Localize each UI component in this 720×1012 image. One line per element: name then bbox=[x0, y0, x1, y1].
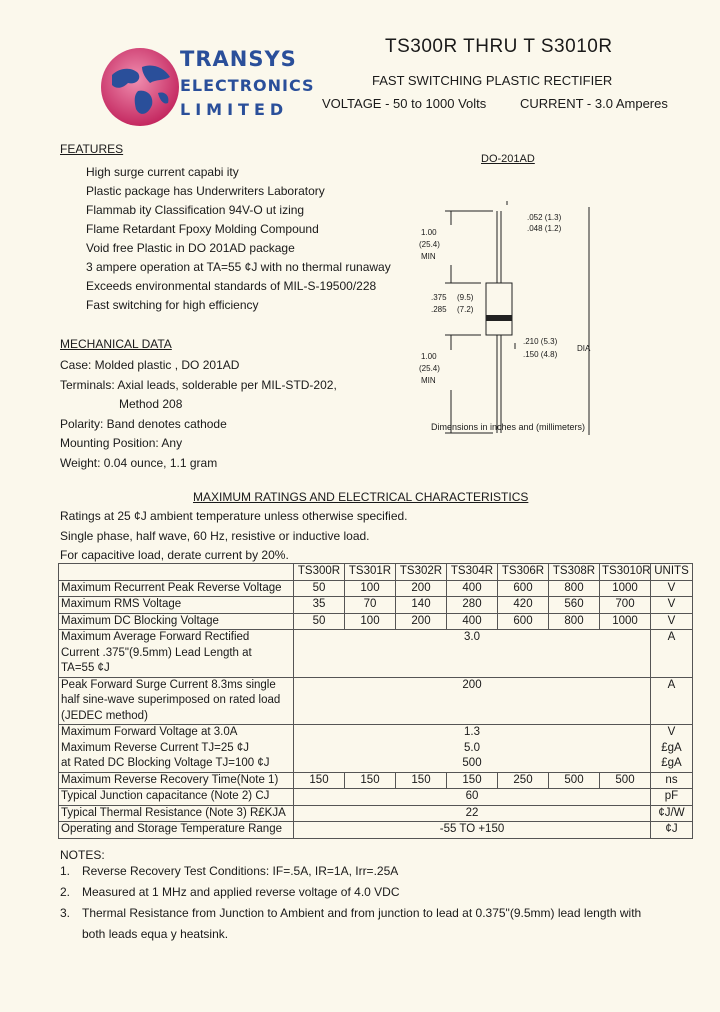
mechanical-heading: MECHANICAL DATA bbox=[60, 337, 172, 351]
row-label-line: half sine-wave superimposed on rated load bbox=[61, 694, 281, 706]
package-diagram bbox=[415, 195, 605, 455]
column-header: TS300R bbox=[294, 564, 345, 581]
list-item: Void free Plastic in DO 201AD package bbox=[86, 241, 295, 255]
list-item: Flame Retardant Fpoxy Molding Compound bbox=[86, 222, 319, 236]
lead-dia-label-2: .048 (1.2) bbox=[527, 224, 562, 233]
list-item: Flammab ity Classification 94V-O ut izing bbox=[86, 203, 305, 217]
unit-cell bbox=[651, 725, 693, 773]
table-row bbox=[59, 805, 693, 822]
table-cell: 70 bbox=[345, 597, 396, 614]
note-number: 1. bbox=[60, 864, 71, 878]
row-label: Typical Thermal Resistance (Note 3) R£KJA bbox=[59, 805, 294, 822]
current-rating: CURRENT - 3.0 Amperes bbox=[520, 96, 668, 111]
table-cell: 140 bbox=[396, 597, 447, 614]
features-heading: FEATURES bbox=[60, 142, 124, 156]
ir-unit-2: £gA bbox=[661, 757, 682, 769]
row-label: Maximum DC Blocking Voltage bbox=[59, 613, 294, 630]
company-logo bbox=[98, 45, 315, 125]
list-item bbox=[60, 861, 700, 882]
table-cell: 150 bbox=[345, 772, 396, 789]
row-label-line: Maximum Average Forward Rectified bbox=[61, 631, 250, 643]
lead-len-bot-1: 1.00 bbox=[421, 352, 437, 361]
list-item: Exceeds environmental standards of MIL-S-19500/228 bbox=[86, 279, 377, 293]
column-header: TS308R bbox=[549, 564, 600, 581]
table-cell: 500 bbox=[600, 772, 651, 789]
row-label bbox=[59, 725, 294, 773]
table-cell: 400 bbox=[447, 613, 498, 630]
lead-len-top-2: (25.4) bbox=[419, 240, 440, 249]
row-label-line: Maximum Forward Voltage at 3.0A bbox=[61, 726, 238, 738]
row-label: Typical Junction capacitance (Note 2) CJ bbox=[59, 789, 294, 806]
list-item: 3 ampere operation at TA=55 ¢J with no thermal runaway bbox=[86, 260, 391, 274]
table-row bbox=[59, 630, 693, 678]
features-list bbox=[86, 163, 416, 315]
table-cell: 150 bbox=[396, 772, 447, 789]
table-cell: 1000 bbox=[600, 580, 651, 597]
page-subtitle: FAST SWITCHING PLASTIC RECTIFIER bbox=[372, 73, 613, 88]
list-item: Terminals: Axial leads, solderable per MIL-STD-202, bbox=[60, 377, 337, 392]
lead-len-top-1: 1.00 bbox=[421, 228, 437, 237]
body-dia-1: .210 (5.3) bbox=[523, 337, 558, 346]
ratings-note-2: Single phase, half wave, 60 Hz, resistive or inductive load. bbox=[60, 529, 370, 543]
column-header: TS304R bbox=[447, 564, 498, 581]
lead-len-top-3: MIN bbox=[421, 252, 436, 261]
unit-cell: ¢J/W bbox=[651, 805, 693, 822]
table-cell: 200 bbox=[396, 580, 447, 597]
lead-len-bot-2: (25.4) bbox=[419, 364, 440, 373]
row-label bbox=[59, 630, 294, 678]
body-len-1mm: (9.5) bbox=[457, 293, 474, 302]
column-header: TS301R bbox=[345, 564, 396, 581]
unit-cell: ¢J bbox=[651, 822, 693, 839]
row-label-line: at Rated DC Blocking Voltage TJ=100 ¢J bbox=[61, 757, 270, 769]
note-text: Thermal Resistance from Junction to Ambient and from junction to lead at 0.375"(9.5mm) lead length with bbox=[82, 906, 642, 920]
table-cell bbox=[59, 564, 294, 581]
notes-heading: NOTES: bbox=[60, 848, 105, 862]
list-item bbox=[60, 882, 700, 903]
dimensions-caption: Dimensions in inches and (millimeters) bbox=[431, 422, 586, 432]
table-cell: 800 bbox=[549, 613, 600, 630]
mechanical-list bbox=[60, 356, 390, 473]
table-cell: 250 bbox=[498, 772, 549, 789]
unit-cell: V bbox=[651, 613, 693, 630]
ratings-table bbox=[58, 563, 693, 839]
note-text: Measured at 1 MHz and applied reverse voltage of 4.0 VDC bbox=[82, 885, 400, 899]
table-cell bbox=[294, 725, 651, 773]
table-cell: 100 bbox=[345, 580, 396, 597]
list-item: Mounting Position: Any bbox=[60, 436, 183, 450]
body-len-1: .375 bbox=[431, 293, 447, 302]
vf-value: 1.3 bbox=[464, 726, 480, 738]
company-name-line1: TRANSYS bbox=[180, 47, 297, 71]
row-label-line: (JEDEC method) bbox=[61, 709, 148, 722]
table-cell: 1000 bbox=[600, 613, 651, 630]
row-label-line: Peak Forward Surge Current 8.3ms single bbox=[61, 678, 276, 691]
table-cell: 200 bbox=[294, 677, 651, 725]
list-item: Plastic package has Underwriters Laboratory bbox=[86, 184, 325, 198]
unit-cell: A bbox=[651, 630, 693, 678]
ir-unit-1: £gA bbox=[661, 741, 682, 754]
note-number: 3. bbox=[60, 906, 71, 920]
ir-value-25c: 5.0 bbox=[464, 741, 480, 754]
list-item bbox=[60, 903, 700, 924]
unit-cell: pF bbox=[651, 789, 693, 806]
diode-outline-drawing bbox=[415, 195, 605, 455]
row-label: Operating and Storage Temperature Range bbox=[59, 822, 294, 839]
table-cell: 35 bbox=[294, 597, 345, 614]
package-name: DO-201AD bbox=[481, 153, 535, 165]
company-name-line3: LIMITED bbox=[180, 100, 289, 119]
table-cell: 22 bbox=[294, 805, 651, 822]
row-label: Maximum RMS Voltage bbox=[59, 597, 294, 614]
vf-unit: V bbox=[667, 726, 676, 738]
table-row bbox=[59, 580, 693, 597]
table-row bbox=[59, 597, 693, 614]
unit-cell: V bbox=[651, 597, 693, 614]
table-cell: 400 bbox=[447, 580, 498, 597]
table-cell: 100 bbox=[345, 613, 396, 630]
table-cell: 600 bbox=[498, 613, 549, 630]
table-cell: -55 TO +150 bbox=[294, 822, 651, 839]
lead-dia-label-1: .052 (1.3) bbox=[527, 213, 562, 222]
notes-list bbox=[60, 861, 700, 945]
table-header-row bbox=[59, 564, 693, 581]
row-label: Maximum Recurrent Peak Reverse Voltage bbox=[59, 580, 294, 597]
unit-cell: A bbox=[651, 677, 693, 725]
table-cell: 150 bbox=[447, 772, 498, 789]
list-item: Method 208 bbox=[119, 397, 183, 411]
table-cell: 560 bbox=[549, 597, 600, 614]
row-label-line: Maximum Reverse Current TJ=25 ¢J bbox=[61, 741, 250, 754]
list-item: Fast switching for high efficiency bbox=[86, 298, 259, 312]
table-row bbox=[59, 677, 693, 725]
table-cell: 50 bbox=[294, 613, 345, 630]
row-label: Maximum Reverse Recovery Time(Note 1) bbox=[59, 772, 294, 789]
list-item: High surge current capabi ity bbox=[86, 165, 239, 179]
lead-len-bot-3: MIN bbox=[421, 376, 436, 385]
unit-cell: V bbox=[651, 580, 693, 597]
globe-icon bbox=[98, 45, 182, 129]
company-name-line2: ELECTRONICS bbox=[180, 76, 315, 95]
table-cell: 420 bbox=[498, 597, 549, 614]
table-cell: 500 bbox=[549, 772, 600, 789]
table-row bbox=[59, 613, 693, 630]
table-cell: 3.0 bbox=[294, 630, 651, 678]
row-label bbox=[59, 677, 294, 725]
note-continuation: both leads equa y heatsink. bbox=[82, 927, 229, 941]
ratings-heading: MAXIMUM RATINGS AND ELECTRICAL CHARACTERISTICS bbox=[193, 490, 529, 504]
row-label-line: Current .375"(9.5mm) Lead Length at bbox=[61, 646, 252, 659]
table-cell: 60 bbox=[294, 789, 651, 806]
dia-label: DIA bbox=[577, 344, 591, 353]
body-dia-2: .150 (4.8) bbox=[523, 350, 558, 359]
table-cell: 700 bbox=[600, 597, 651, 614]
column-header: TS302R bbox=[396, 564, 447, 581]
column-header: TS3010R bbox=[600, 564, 651, 581]
table-cell: 600 bbox=[498, 580, 549, 597]
table-row bbox=[59, 822, 693, 839]
ir-value-100c: 500 bbox=[462, 757, 482, 769]
note-number: 2. bbox=[60, 885, 71, 899]
row-label-line: TA=55 ¢J bbox=[61, 662, 110, 674]
table-cell: 150 bbox=[294, 772, 345, 789]
ratings-note-1: Ratings at 25 ¢J ambient temperature unless otherwise specified. bbox=[60, 509, 408, 523]
ratings-note-3: For capacitive load, derate current by 20%. bbox=[60, 548, 289, 562]
list-item: Case: Molded plastic , DO 201AD bbox=[60, 358, 240, 372]
list-item: Polarity: Band denotes cathode bbox=[60, 416, 227, 431]
body-len-2: .285 bbox=[431, 305, 447, 314]
page-title: TS300R THRU T S3010R bbox=[385, 36, 613, 57]
voltage-rating: VOLTAGE - 50 to 1000 Volts bbox=[322, 96, 487, 111]
table-cell: 800 bbox=[549, 580, 600, 597]
table-cell: 200 bbox=[396, 613, 447, 630]
note-text: Reverse Recovery Test Conditions: IF=.5A, IR=1A, Irr=.25A bbox=[82, 864, 399, 878]
table-row bbox=[59, 772, 693, 789]
column-header: TS306R bbox=[498, 564, 549, 581]
table-row bbox=[59, 725, 693, 773]
column-header: UNITS bbox=[651, 564, 693, 581]
body-len-2mm: (7.2) bbox=[457, 305, 474, 314]
list-item: Weight: 0.04 ounce, 1.1 gram bbox=[60, 455, 218, 470]
table-cell: 280 bbox=[447, 597, 498, 614]
table-row bbox=[59, 789, 693, 806]
unit-cell: ns bbox=[651, 772, 693, 789]
table-cell: 50 bbox=[294, 580, 345, 597]
